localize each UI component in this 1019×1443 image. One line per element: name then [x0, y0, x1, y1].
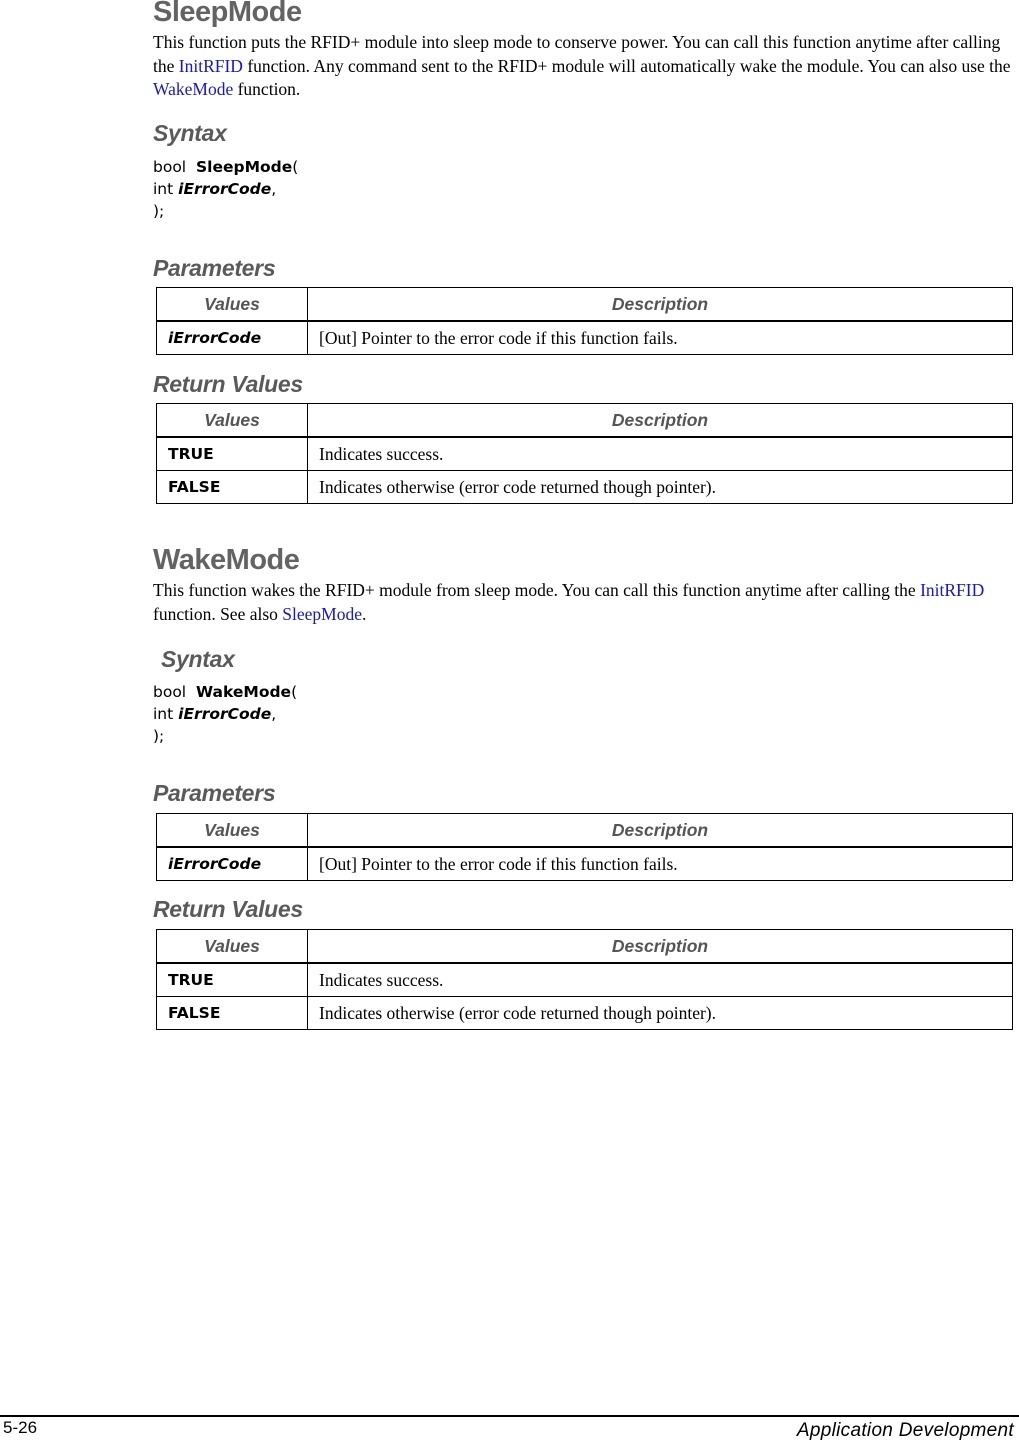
- col-header-description: Description: [308, 404, 1013, 438]
- initrfid-link[interactable]: InitRFID: [920, 580, 985, 600]
- sleepmode-syntax-heading: Syntax: [153, 120, 227, 146]
- wakemode-parameters-heading: Parameters: [153, 780, 276, 806]
- table-row: FALSE Indicates otherwise (error code returned though pointer).: [157, 471, 1013, 504]
- col-header-values: Values: [157, 404, 308, 438]
- wakemode-link[interactable]: WakeMode: [153, 79, 234, 99]
- wakemode-syntax-code: bool WakeMode( int iErrorCode, );: [153, 683, 298, 745]
- wakemode-section: [153, 545, 1013, 626]
- col-header-values: Values: [157, 288, 308, 322]
- table-row: TRUE Indicates success.: [157, 963, 1013, 997]
- sleepmode-title: SleepMode: [153, 0, 302, 28]
- function-name: WakeMode: [195, 683, 292, 701]
- table-row: TRUE Indicates success.: [157, 437, 1013, 471]
- sleepmode-section: [153, 0, 1013, 102]
- col-header-values: Values: [157, 814, 308, 848]
- footer-divider: [0, 1415, 1019, 1417]
- function-name: SleepMode: [195, 158, 293, 176]
- table-row: FALSE Indicates otherwise (error code returned though pointer).: [157, 997, 1013, 1030]
- wakemode-return-table: [153, 929, 1013, 1030]
- wakemode-description: This function wakes the RFID+ module from sleep mode. You can call this function anytime after calling the InitRFID function. See also SleepMode.: [153, 580, 985, 624]
- wakemode-title: WakeMode: [153, 544, 300, 576]
- col-header-description: Description: [308, 814, 1013, 848]
- sleepmode-return-heading: Return Values: [153, 371, 303, 397]
- initrfid-link[interactable]: InitRFID: [178, 55, 243, 76]
- sleepmode-parameters-heading: Parameters: [153, 255, 276, 281]
- table-row: iErrorCode [Out] Pointer to the error code if this function fails.: [157, 847, 1013, 881]
- table-row: iErrorCode [Out] Pointer to the error code if this function fails.: [157, 321, 1013, 355]
- sleepmode-link[interactable]: SleepMode: [282, 603, 362, 624]
- page-number: 5-26: [3, 1418, 38, 1437]
- chapter-title: Application Development: [796, 1420, 1014, 1441]
- wakemode-syntax-heading: Syntax: [161, 646, 235, 672]
- wakemode-parameters-table: [153, 813, 1013, 881]
- parameter-name: iErrorCode: [178, 180, 272, 198]
- col-header-description: Description: [308, 288, 1013, 322]
- parameter-name: iErrorCode: [178, 705, 272, 723]
- col-header-description: Description: [308, 930, 1013, 964]
- col-header-values: Values: [157, 930, 308, 964]
- sleepmode-description: This function puts the RFID+ module into sleep mode to conserve power. You can call this function anytime after calling the InitRFID function. Any command sent to the RFID+ module will automatically wake the module. You can also use the WakeMode function.: [153, 32, 1011, 99]
- sleepmode-return-table: [153, 403, 1013, 504]
- sleepmode-syntax-code: bool SleepMode( int iErrorCode, );: [153, 158, 299, 220]
- wakemode-return-heading: Return Values: [153, 896, 303, 922]
- sleepmode-parameters-table: [153, 287, 1013, 355]
